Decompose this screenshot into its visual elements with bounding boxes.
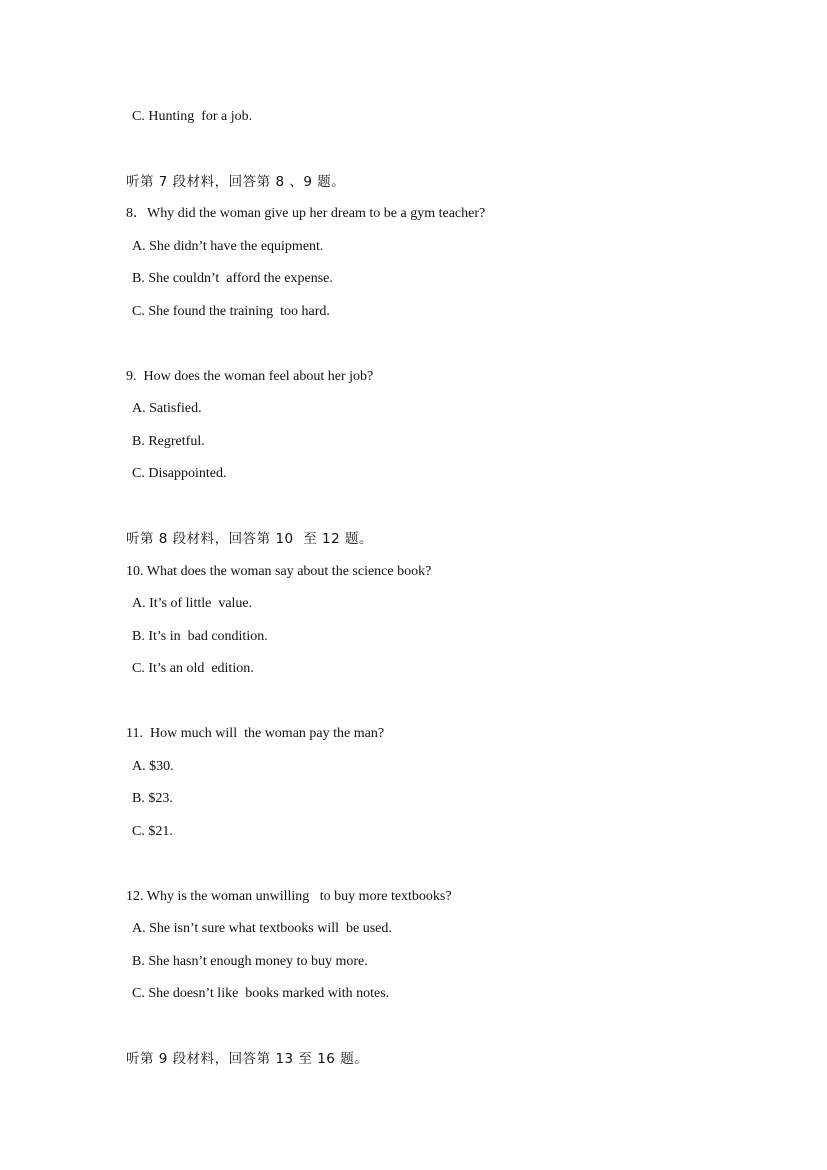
question-11: 11. How much will the woman pay the man? — [126, 726, 385, 741]
question-12: 12. Why is the woman unwilling to buy more textbooks? — [126, 889, 452, 904]
option-c-q7: C. Hunting for a job. — [132, 109, 253, 124]
question-9: 9. How does the woman feel about her job? — [126, 369, 374, 384]
q11-option-b: B. $23. — [132, 791, 173, 806]
section-8-instruction: 听第 8 段材料，回答第 10 至 12 题。 — [126, 531, 373, 547]
question-8: 8．Why did the woman give up her dream to be a gym teacher? — [126, 206, 486, 221]
q8-option-b: B. She couldn’t afford the expense. — [132, 271, 333, 286]
question-10: 10. What does the woman say about the science book? — [126, 564, 432, 579]
q8-option-c: C. She found the training too hard. — [132, 304, 330, 319]
q12-option-c: C. She doesn’t like books marked with notes. — [132, 986, 390, 1001]
q10-option-b: B. It’s in bad condition. — [132, 629, 268, 644]
section-7-instruction: 听第 7 段材料，回答第 8 、9 题。 — [126, 174, 346, 190]
q10-option-c: C. It’s an old edition. — [132, 661, 254, 676]
q11-option-c: C. $21. — [132, 824, 173, 839]
q10-option-a: A. It’s of little value. — [132, 596, 253, 611]
section-9-instruction: 听第 9 段材料，回答第 13 至 16 题。 — [126, 1051, 369, 1067]
q9-option-a: A. Satisfied. — [132, 401, 202, 416]
q8-option-a: A. She didn’t have the equipment. — [132, 239, 324, 254]
q11-option-a: A. $30. — [132, 759, 174, 774]
q12-option-b: B. She hasn’t enough money to buy more. — [132, 954, 368, 969]
q12-option-a: A. She isn’t sure what textbooks will be used. — [132, 921, 392, 936]
q9-option-c: C. Disappointed. — [132, 466, 227, 481]
q9-option-b: B. Regretful. — [132, 434, 205, 449]
